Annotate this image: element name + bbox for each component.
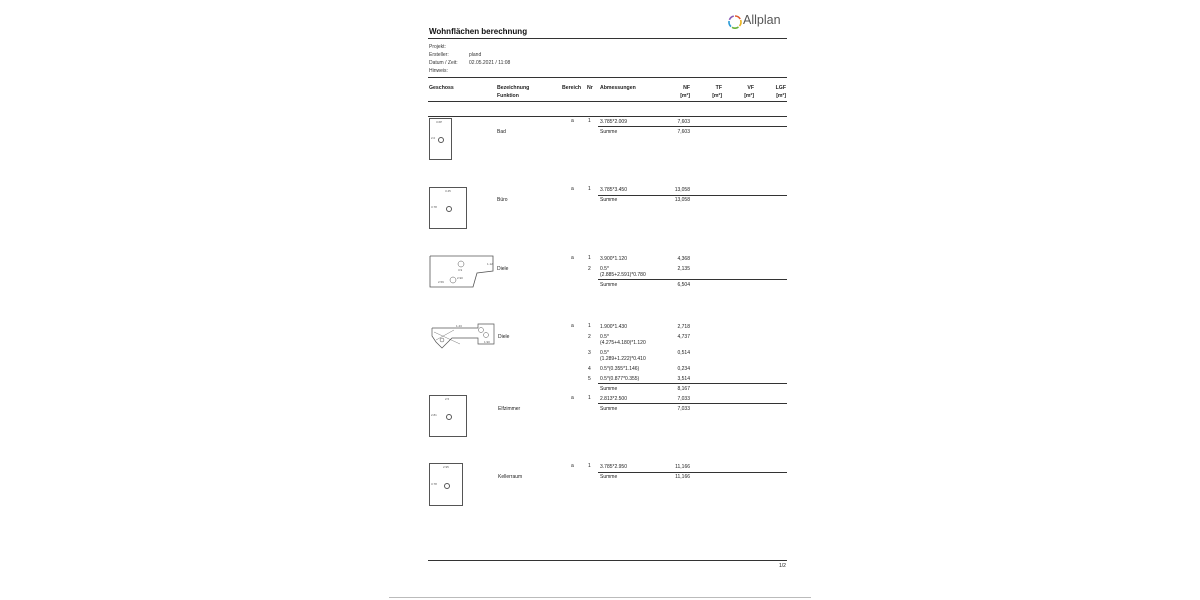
- room-bereich: a: [571, 118, 574, 124]
- room-name: Diele: [498, 334, 510, 340]
- row-nr: 3: [588, 350, 591, 356]
- row-dim-cont: (2.885+2.591)*0.780: [600, 272, 646, 278]
- summe-value: 13,058: [674, 197, 690, 203]
- header-funktion: Funktion: [497, 93, 519, 99]
- ersteller-label: Ersteller:: [429, 52, 449, 58]
- room-bereich: a: [571, 255, 574, 261]
- row-dim-cont: (4.275+4.180)*1.120: [600, 340, 646, 346]
- row-nr: 1: [588, 186, 591, 192]
- row-nf: 3,514: [677, 376, 690, 382]
- row-dim: 3.900*1.120: [600, 256, 627, 262]
- row-dim: 3.785*2.950: [600, 464, 627, 470]
- row-nf: 7,033: [677, 396, 690, 402]
- header-lgf-unit: [m²]: [776, 93, 786, 99]
- ersteller-value: pland: [469, 52, 482, 58]
- header-bottom-rule: [428, 101, 787, 102]
- table-top-rule: [428, 77, 787, 78]
- sum-rule: [598, 403, 787, 404]
- summe-label: Summe: [600, 197, 618, 203]
- document-title: Wohnflächen berechnung: [429, 27, 528, 36]
- room-sketch-elfzimmer: 2.5 2.81: [429, 395, 467, 437]
- row-nr: 1: [588, 255, 591, 261]
- row-nr: 1: [588, 395, 591, 401]
- row-dim-cont: (1.289+1.222)*0.410: [600, 356, 646, 362]
- datum-label: Datum / Zeit:: [429, 60, 458, 66]
- summe-value: 8,167: [677, 386, 690, 392]
- allplan-logo-icon: [728, 15, 742, 29]
- row-nr: 2: [588, 334, 591, 340]
- row-nr: 5: [588, 376, 591, 382]
- row-dim: 0.5*(0.355*1.146): [600, 366, 640, 372]
- room-sketch-buero: 3.45 3.78: [429, 187, 467, 229]
- row-nf: 2,718: [677, 324, 690, 330]
- summe-value: 6,504: [677, 282, 690, 288]
- summe-label: Summe: [600, 282, 618, 288]
- row-dim: 0.5*: [600, 350, 609, 356]
- row-nf: 4,737: [677, 334, 690, 340]
- row-nf: 0,234: [677, 366, 690, 372]
- summe-label: Summe: [600, 386, 618, 392]
- room-name: Elfzimmer: [498, 406, 521, 412]
- row-dim: 0.5*: [600, 334, 609, 340]
- header-nr: Nr: [587, 85, 593, 91]
- footer-rule: [428, 560, 787, 561]
- sum-rule: [598, 195, 787, 196]
- row-nf: 4,368: [677, 256, 690, 262]
- room-bereich: a: [571, 395, 574, 401]
- summe-label: Summe: [600, 474, 618, 480]
- sum-rule: [598, 279, 787, 280]
- summe-label: Summe: [600, 129, 618, 135]
- row-nf: 13,058: [674, 187, 690, 193]
- allplan-logo-text: Allplan: [743, 13, 781, 27]
- datum-value: 02.05.2021 / 11:08: [469, 60, 511, 66]
- row-nr: 1: [588, 463, 591, 469]
- room-sketch-bad: 3.6P 2.0: [429, 118, 452, 160]
- summe-value: 7,603: [677, 129, 690, 135]
- room-sketch-kellerraum: 2.95 3.78: [429, 463, 463, 506]
- room-name: Bad: [497, 129, 506, 135]
- room-bereich: a: [571, 186, 574, 192]
- room-name: Diele: [497, 266, 509, 272]
- row-nr: 4: [588, 366, 591, 372]
- summe-value: 7,033: [677, 406, 690, 412]
- section-rule: [428, 116, 787, 117]
- row-dim: 3.785*2.009: [600, 119, 627, 125]
- header-abmessungen: Abmessungen: [600, 85, 636, 91]
- summe-label: Summe: [600, 406, 618, 412]
- summe-value: 11,166: [675, 474, 690, 480]
- row-nr: 2: [588, 266, 591, 272]
- projekt-label: Projekt:: [429, 44, 446, 50]
- header-nf: NF: [683, 85, 690, 91]
- row-nf: 7,603: [677, 119, 690, 125]
- row-nr: 1: [588, 118, 591, 124]
- row-dim: 0.5*(0.877*0.355): [600, 376, 640, 382]
- header-tf: TF: [715, 85, 722, 91]
- header-nf-unit: [m²]: [680, 93, 690, 99]
- row-dim: 1.900*1.430: [600, 324, 627, 330]
- header-lgf: LGF: [775, 85, 786, 91]
- row-nr: 1: [588, 323, 591, 329]
- row-nf: 2,135: [677, 266, 690, 272]
- room-name: Kellerraum: [498, 474, 523, 480]
- page-bottom-edge: [389, 597, 811, 598]
- header-rule: [428, 38, 787, 39]
- room-sketch-diele-2: [430, 322, 496, 350]
- header-bereich: Bereich: [562, 85, 582, 91]
- page-number: 1/2: [779, 563, 786, 569]
- sum-rule: [598, 383, 787, 384]
- hinweis-label: Hinweis:: [429, 68, 448, 74]
- room-bereich: a: [571, 463, 574, 469]
- row-dim: 3.785*3.450: [600, 187, 627, 193]
- row-dim: 0.5*: [600, 266, 609, 272]
- header-vf-unit: [m²]: [744, 93, 754, 99]
- row-nf: 11,166: [675, 464, 690, 470]
- row-dim: 2.813*2.500: [600, 396, 627, 402]
- room-bereich: a: [571, 323, 574, 329]
- header-geschoss: Geschoss: [429, 85, 454, 91]
- row-nf: 0,514: [677, 350, 690, 356]
- sum-rule: [598, 126, 787, 127]
- header-bezeichnung: Bezeichnung: [497, 85, 530, 91]
- header-tf-unit: [m²]: [712, 93, 722, 99]
- room-name: Büro: [497, 197, 508, 203]
- header-vf: VF: [747, 85, 754, 91]
- sum-rule: [598, 472, 787, 473]
